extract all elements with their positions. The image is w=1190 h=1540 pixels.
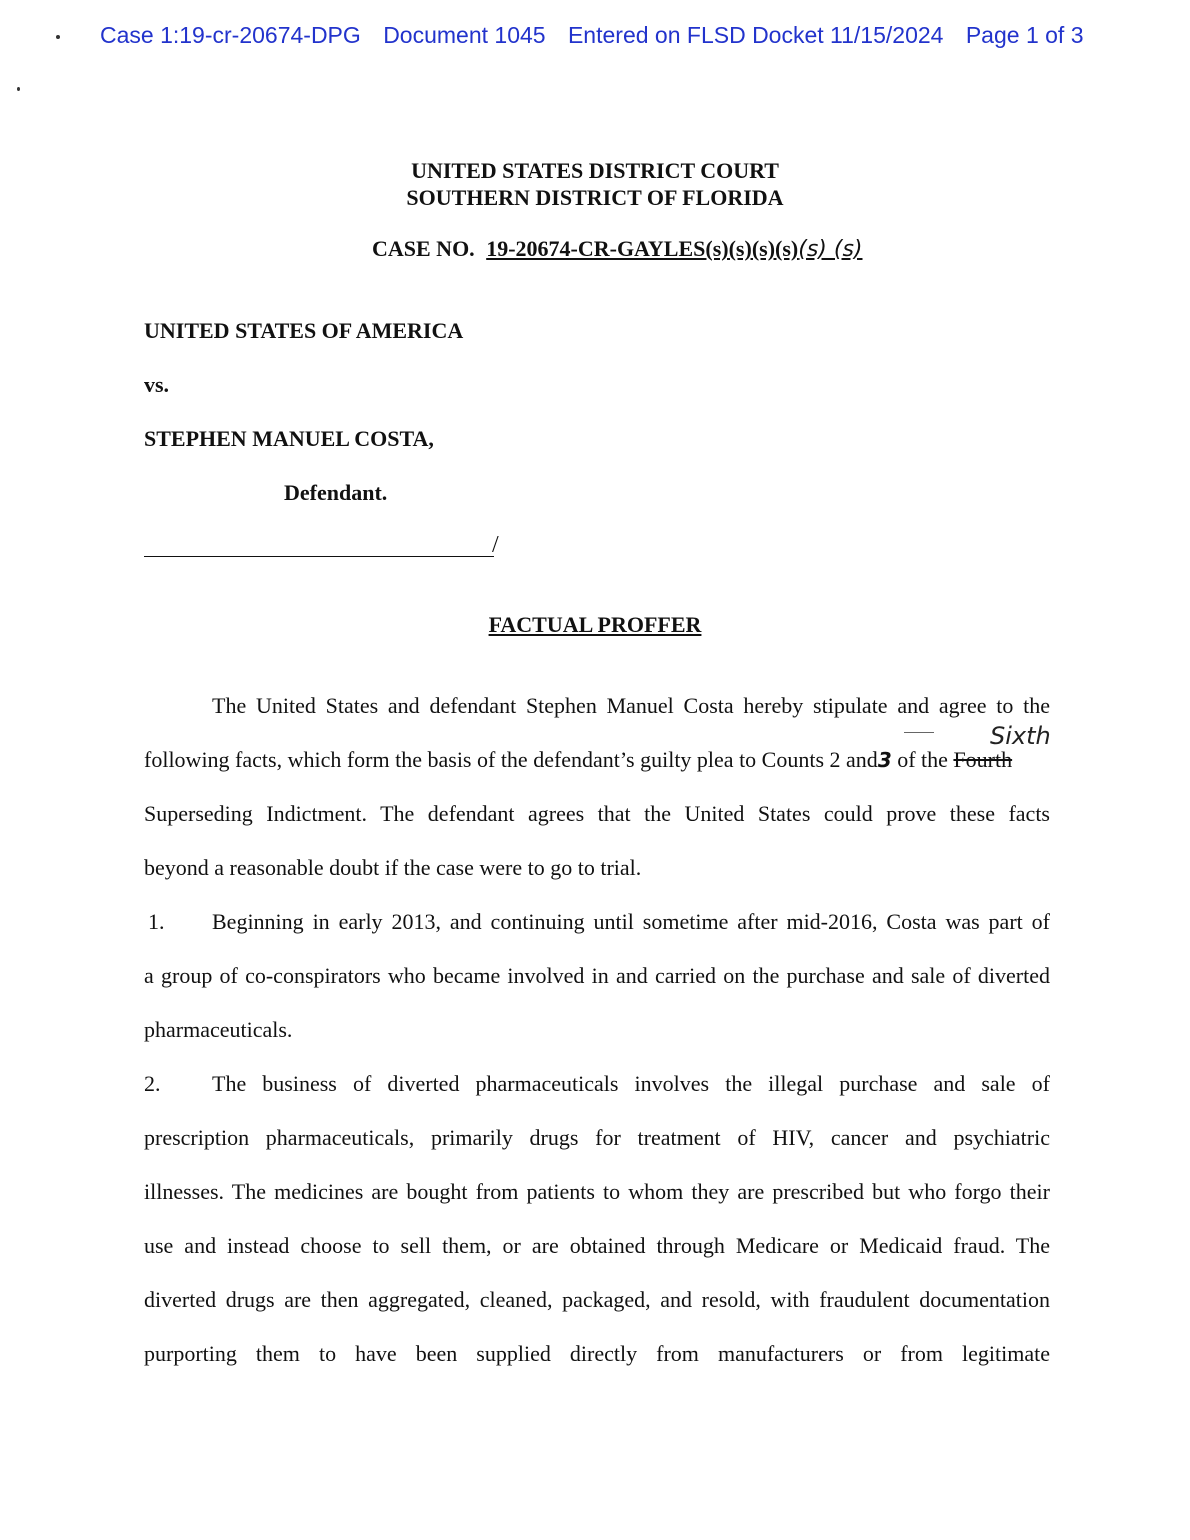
intro-line-3: Superseding Indictment. The defendant agrees that the United States could prove these facts — [144, 801, 1050, 826]
intro-line-2-of-the: of the — [897, 747, 948, 772]
scan-speck — [17, 87, 20, 91]
intro-line-2-text: following facts, which form the basis of the defendant’s guilty plea to Counts 2 and — [144, 747, 878, 772]
docket-document-number: Document 1045 — [383, 22, 546, 48]
versus-label: vs. — [144, 372, 170, 397]
paragraph-1-line-2: a group of co-conspirators who became involved in and carried on the purchase and sale of diverted — [144, 963, 1050, 988]
caption-slash: / — [492, 532, 499, 558]
court-name: UNITED STATES DISTRICT COURT — [411, 158, 779, 183]
handwritten-sixth: Sixth — [990, 722, 1051, 750]
case-number-value — [486, 236, 862, 261]
case-number-label: CASE NO. — [372, 236, 475, 261]
scan-speck — [56, 35, 60, 39]
intro-line-4: beyond a reasonable doubt if the case were to go to trial. — [144, 855, 642, 880]
paragraph-2-line-3: illnesses. The medicines are bought from patients to whom they are prescribed but who forgo their — [144, 1179, 1050, 1204]
plaintiff-name: UNITED STATES OF AMERICA — [144, 318, 464, 343]
case-number-text: 19-20674-CR-GAYLES(s)(s)(s)(s) — [486, 236, 799, 261]
docket-page-count: Page 1 of 3 — [965, 22, 1084, 48]
case-number-handwritten: (s) (s) — [798, 237, 863, 262]
paragraph-2-line-6: purporting them to have been supplied directly from manufacturers or from legitimate — [144, 1341, 1050, 1366]
paragraph-2-line-5: diverted drugs are then aggregated, cleaned, packaged, and resold, with fraudulent documentation — [144, 1287, 1050, 1312]
paragraph-1-line-1: Beginning in early 2013, and continuing until sometime after mid-2016, Costa was part of — [212, 909, 1050, 934]
docket-entered-date: Entered on FLSD Docket 11/15/2024 — [567, 22, 944, 48]
case-number-line — [372, 236, 863, 262]
paragraph-2-line-2: prescription pharmaceuticals, primarily drugs for treatment of HIV, cancer and psychiatric — [144, 1125, 1050, 1150]
paragraph-2-line-4: use and instead choose to sell them, or are obtained through Medicare or Medicaid fraud. The — [144, 1233, 1050, 1258]
paragraph-1-line-3: pharmaceuticals. — [144, 1017, 293, 1042]
intro-line-2 — [144, 746, 1050, 774]
defendant-name: STEPHEN MANUEL COSTA, — [144, 426, 434, 451]
docket-case-number: Case 1:19-cr-20674-DPG — [100, 22, 361, 48]
intro-line-1: The United States and defendant Stephen Manuel Costa hereby stipulate and agree to the — [212, 693, 1050, 718]
handwritten-mark — [904, 732, 934, 733]
handwritten-count: 3 — [877, 748, 892, 772]
document-title: FACTUAL PROFFER — [488, 612, 702, 637]
docket-header — [100, 22, 1100, 49]
struck-fourth: Fourth — [953, 747, 1013, 772]
defendant-role: Defendant. — [284, 480, 388, 505]
paragraph-number: 2. — [144, 1071, 161, 1096]
caption-underline — [144, 556, 494, 557]
paragraph-number: 1. — [148, 909, 165, 934]
court-district: SOUTHERN DISTRICT OF FLORIDA — [406, 185, 784, 210]
paragraph-2-line-1: The business of diverted pharmaceuticals involves the illegal purchase and sale of — [212, 1071, 1050, 1096]
